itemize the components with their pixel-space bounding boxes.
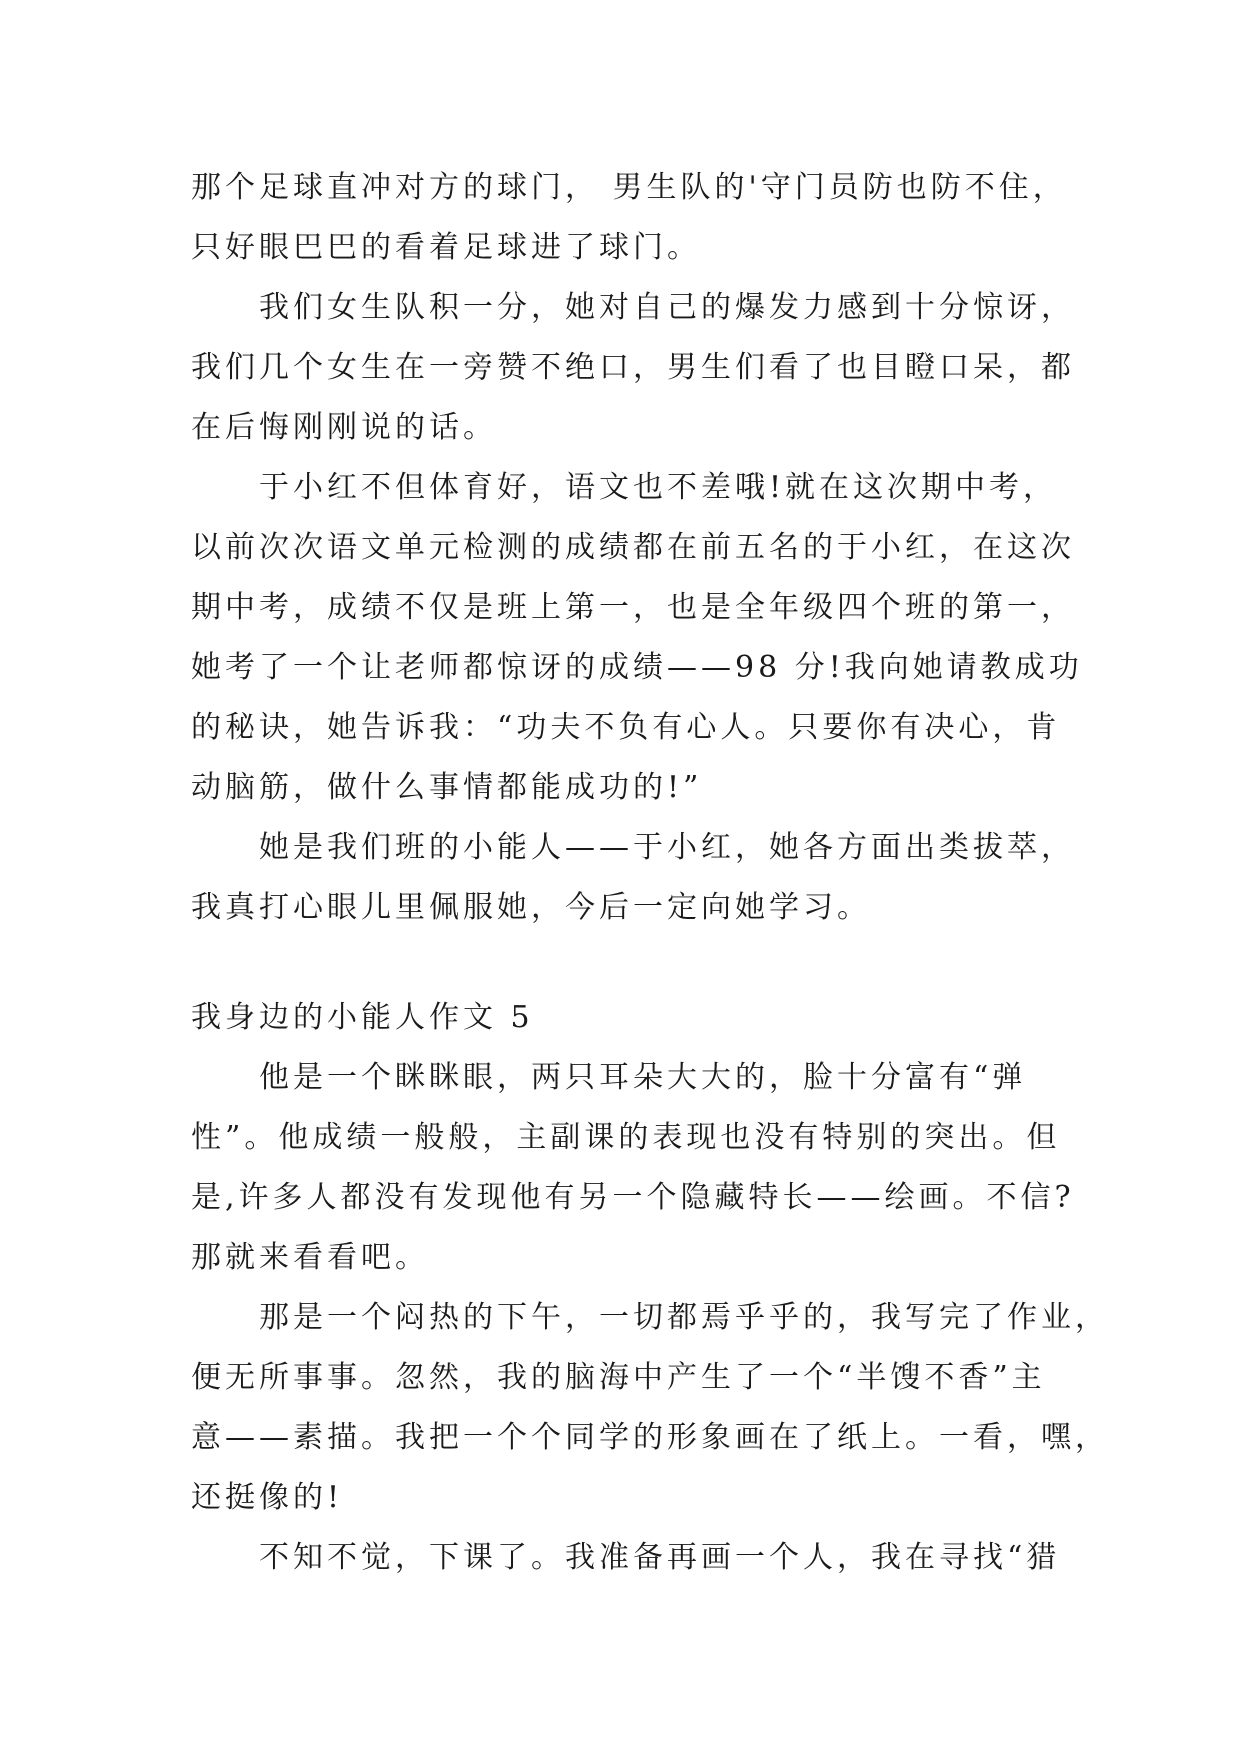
text-line: 她是我们班的小能人——于小红，她各方面出类拔萃，: [259, 830, 1075, 865]
text-line: 那就来看看吧。: [191, 1240, 429, 1275]
text-line: 是,许多人都没有发现他有另一个隐藏特长——绘画。不信?: [191, 1180, 1075, 1215]
section-heading: 我身边的小能人作文 5: [191, 1000, 534, 1035]
paragraph-gap: [191, 938, 1071, 988]
paragraph: [191, 1288, 1109, 1528]
text-line: 只好眼巴巴的看着足球进了球门。: [191, 230, 701, 265]
text-line: 意——素描。我把一个个同学的形象画在了纸上。一看，嘿，: [191, 1420, 1109, 1455]
text-line: 不知不觉，下课了。我准备再画一个人，我在寻找“猎: [259, 1540, 1061, 1575]
text-line: 我们几个女生在一旁赞不绝口，男生们看了也目瞪口呆，都: [191, 350, 1075, 385]
text-line: 我们女生队积一分，她对自己的爆发力感到十分惊讶，: [259, 290, 1075, 325]
text-line: 便无所事事。忽然，我的脑海中产生了一个“半馊不香”主: [191, 1360, 1046, 1395]
text-line: 那是一个闷热的下午，一切都焉乎乎的，我写完了作业，: [259, 1300, 1109, 1335]
text-line: 动脑筋，做什么事情都能成功的!”: [191, 770, 703, 805]
text-line: 我真打心眼儿里佩服她，今后一定向她学习。: [191, 890, 871, 925]
paragraph: [191, 1048, 1075, 1288]
text-line: 于小红不但体育好，语文也不差哦!就在这次期中考，: [259, 470, 1058, 505]
text-line: 性”。他成绩一般般，主副课的表现也没有特别的突出。但: [191, 1120, 1061, 1155]
text-line: 他是一个眯眯眼，两只耳朵大大的，脸十分富有“弹: [259, 1060, 1027, 1095]
paragraph: [191, 458, 1083, 818]
paragraph: [191, 158, 1071, 278]
paragraph: [191, 818, 1075, 938]
paragraph: [191, 278, 1075, 458]
text-line: 的秘诀，她告诉我：“功夫不负有心人。只要你有决心，肯: [191, 710, 1061, 745]
text-line: 还挺像的!: [191, 1480, 344, 1515]
text-line: 她考了一个让老师都惊讶的成绩——98 分!我向她请教成功: [191, 650, 1083, 685]
text-line: 期中考，成绩不仅是班上第一，也是全年级四个班的第一，: [191, 590, 1075, 625]
paragraph: [191, 1528, 1071, 1588]
text-line: 那个足球直冲对方的球门， 男生队的'守门员防也防不住，: [191, 170, 1067, 205]
document-page: [191, 158, 1109, 1588]
text-line: 以前次次语文单元检测的成绩都在前五名的于小红，在这次: [191, 530, 1075, 565]
text-line: 在后悔刚刚说的话。: [191, 410, 497, 445]
